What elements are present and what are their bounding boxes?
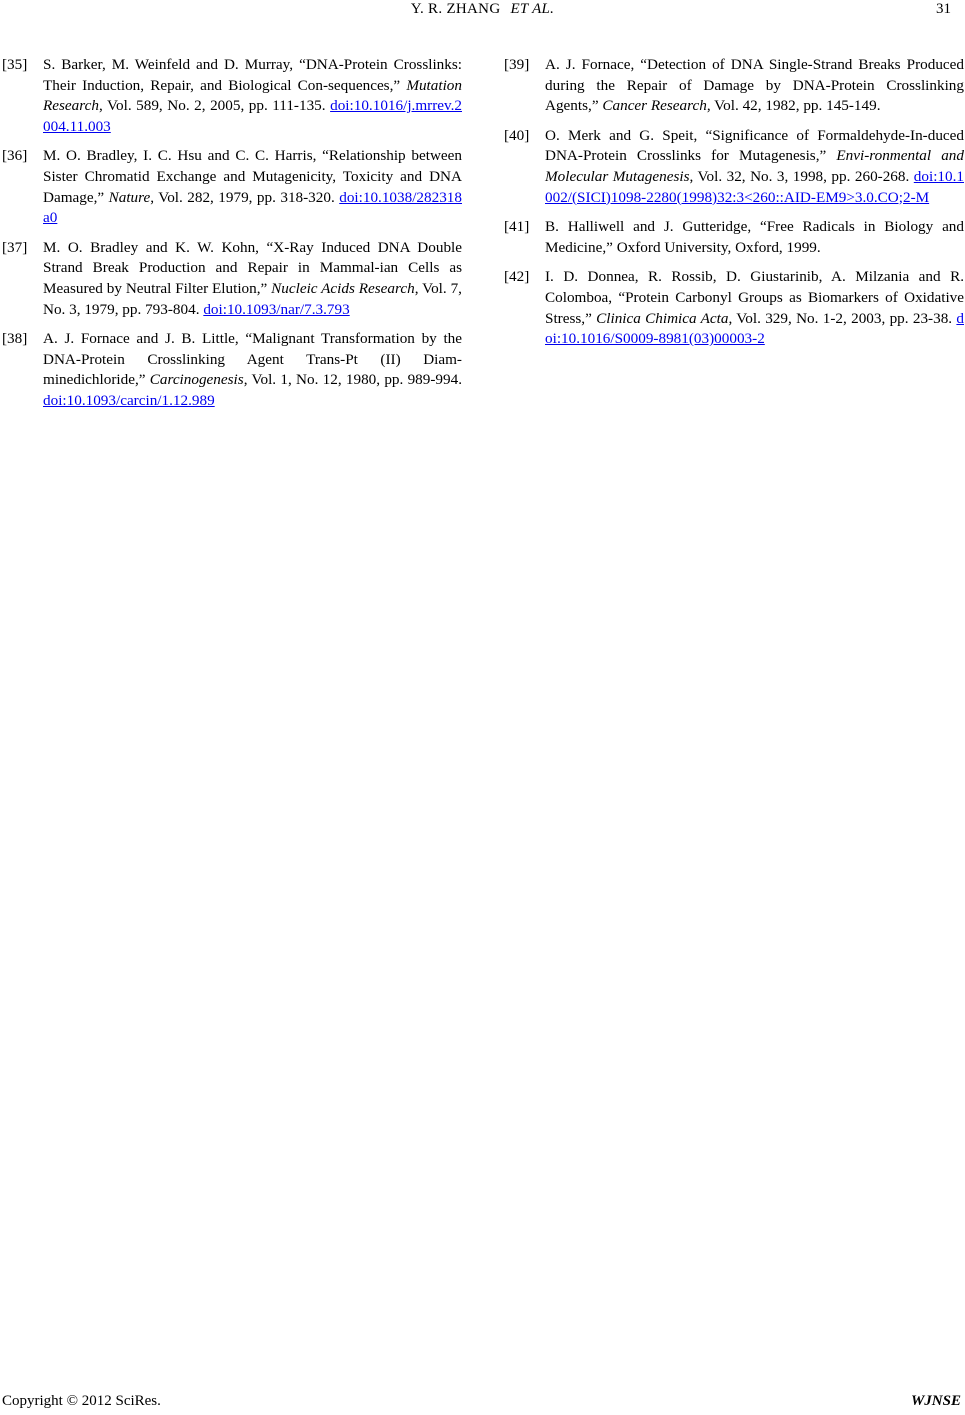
reference-journal: Mutation Research <box>43 76 462 115</box>
reference-journal: Cancer Research <box>602 97 707 115</box>
reference-journal: Nature <box>108 188 151 206</box>
page-number: 31 <box>936 1 951 17</box>
reference-number: [40] <box>504 126 530 144</box>
reference-journal: Envi-ronmental and Molecular Mutagenesis <box>545 147 964 185</box>
reference-number: [41] <box>504 218 530 236</box>
page-header <box>0 0 965 24</box>
reference-number: [38] <box>2 330 28 348</box>
reference-text <box>43 238 462 320</box>
reference-journal: Clinica Chimica Acta <box>596 309 729 327</box>
reference-number: [35] <box>2 56 28 73</box>
reference-citation: S. Barker, M. Weinfeld and D. Murray, “DNA-Protein Crosslinks: Their Induction, Repair, and Biological Con-sequences,” <box>43 56 462 94</box>
reference-citation: M. O. Bradley, I. C. Hsu and C. C. Harris, “Relationship between Sister Chromatid Exchange and Mutagenicity, Toxicity and DNA Damage,” <box>43 147 462 206</box>
copyright-notice: Copyright © 2012 SciRes. <box>2 1393 161 1409</box>
reference-text <box>545 267 964 349</box>
reference-item <box>504 217 964 258</box>
reference-details: , Vol. 589, No. 2, 2005, pp. 111-135. <box>98 97 331 115</box>
doi-link[interactable]: doi:10.1002/(SICI)1098-2280(1998)32:3<260::AID-EM9>3.0.CO;2-M <box>545 167 964 206</box>
reference-citation: M. O. Bradley and K. W. Kohn, “X-Ray Induced DNA Double Strand Break Production and Repair in Mammal-ian Cells as Measured by Neutral Filter Elution,” <box>43 238 462 297</box>
reference-item <box>2 55 462 137</box>
reference-number: [39] <box>504 56 530 73</box>
reference-text <box>43 55 462 137</box>
reference-details: , Vol. 32, No. 3, 1998, pp. 260-268. <box>689 167 914 185</box>
reference-citation: B. Halliwell and J. Gutteridge, “Free Radicals in Biology and Medicine,” Oxford University, Oxford, 1999. <box>545 218 964 256</box>
doi-link[interactable]: doi:10.1093/nar/7.3.793 <box>203 300 350 318</box>
reference-journal: Carcinogenesis <box>149 371 244 389</box>
reference-item <box>504 126 964 208</box>
reference-number: [42] <box>504 268 530 286</box>
reference-journal: Nucleic Acids Research <box>271 279 415 297</box>
reference-citation: A. J. Fornace and J. B. Little, “Malignant Transformation by the DNA-Protein Crosslinking Agent Trans-Pt (II) Diam-minedichloride,” <box>43 330 462 389</box>
reference-item <box>504 55 964 117</box>
reference-text <box>43 146 462 228</box>
doi-link[interactable]: doi:10.1093/carcin/1.12.989 <box>43 391 215 409</box>
reference-number: [36] <box>2 147 28 165</box>
reference-citation: I. D. Donnea, R. Rossib, D. Giustarinib, A. Milzania and R. Colomboa, “Protein Carbonyl Groups as Biomarkers of Oxidative Stress,” <box>545 268 964 327</box>
reference-text <box>545 126 964 208</box>
reference-text <box>545 217 964 258</box>
doi-link[interactable]: doi:10.1038/282318a0 <box>43 188 462 227</box>
reference-item <box>2 238 462 320</box>
reference-number: [37] <box>2 238 28 256</box>
reference-details: , Vol. 42, 1982, pp. 145-149. <box>706 97 881 115</box>
references-left-column <box>2 55 462 421</box>
reference-citation: A. J. Fornace, “Detection of DNA Single-Strand Breaks Produced during the Repair of Damage by DNA-Protein Crosslinking Agents,” <box>545 56 964 115</box>
running-header <box>0 1 965 18</box>
reference-details: , Vol. 7, No. 3, 1979, pp. 793-804. <box>43 279 462 318</box>
reference-citation: O. Merk and G. Speit, “Significance of Formaldehyde-In-duced DNA-Protein Crosslinks for Mutagenesis,” <box>545 126 964 165</box>
page-footer <box>0 1393 965 1415</box>
doi-link[interactable]: doi:10.1016/j.mrrev.2004.11.003 <box>43 97 462 135</box>
reference-details: , Vol. 329, No. 1-2, 2003, pp. 23-38. <box>728 309 957 327</box>
doi-link[interactable]: doi:10.1016/S0009-8981(03)00003-2 <box>545 309 964 348</box>
running-authors: Y. R. ZHANG <box>410 1 501 17</box>
reference-details: , Vol. 1, No. 12, 1980, pp. 989-994. <box>243 371 462 389</box>
references-right-column <box>504 55 964 359</box>
running-etal: ET AL. <box>510 1 555 17</box>
reference-item <box>504 267 964 349</box>
reference-item <box>2 329 462 411</box>
reference-details: , Vol. 282, 1979, pp. 318-320. <box>150 188 340 206</box>
reference-text <box>43 329 462 411</box>
journal-name: WJNSE <box>910 1393 961 1409</box>
reference-item <box>2 146 462 228</box>
reference-text <box>545 55 964 117</box>
